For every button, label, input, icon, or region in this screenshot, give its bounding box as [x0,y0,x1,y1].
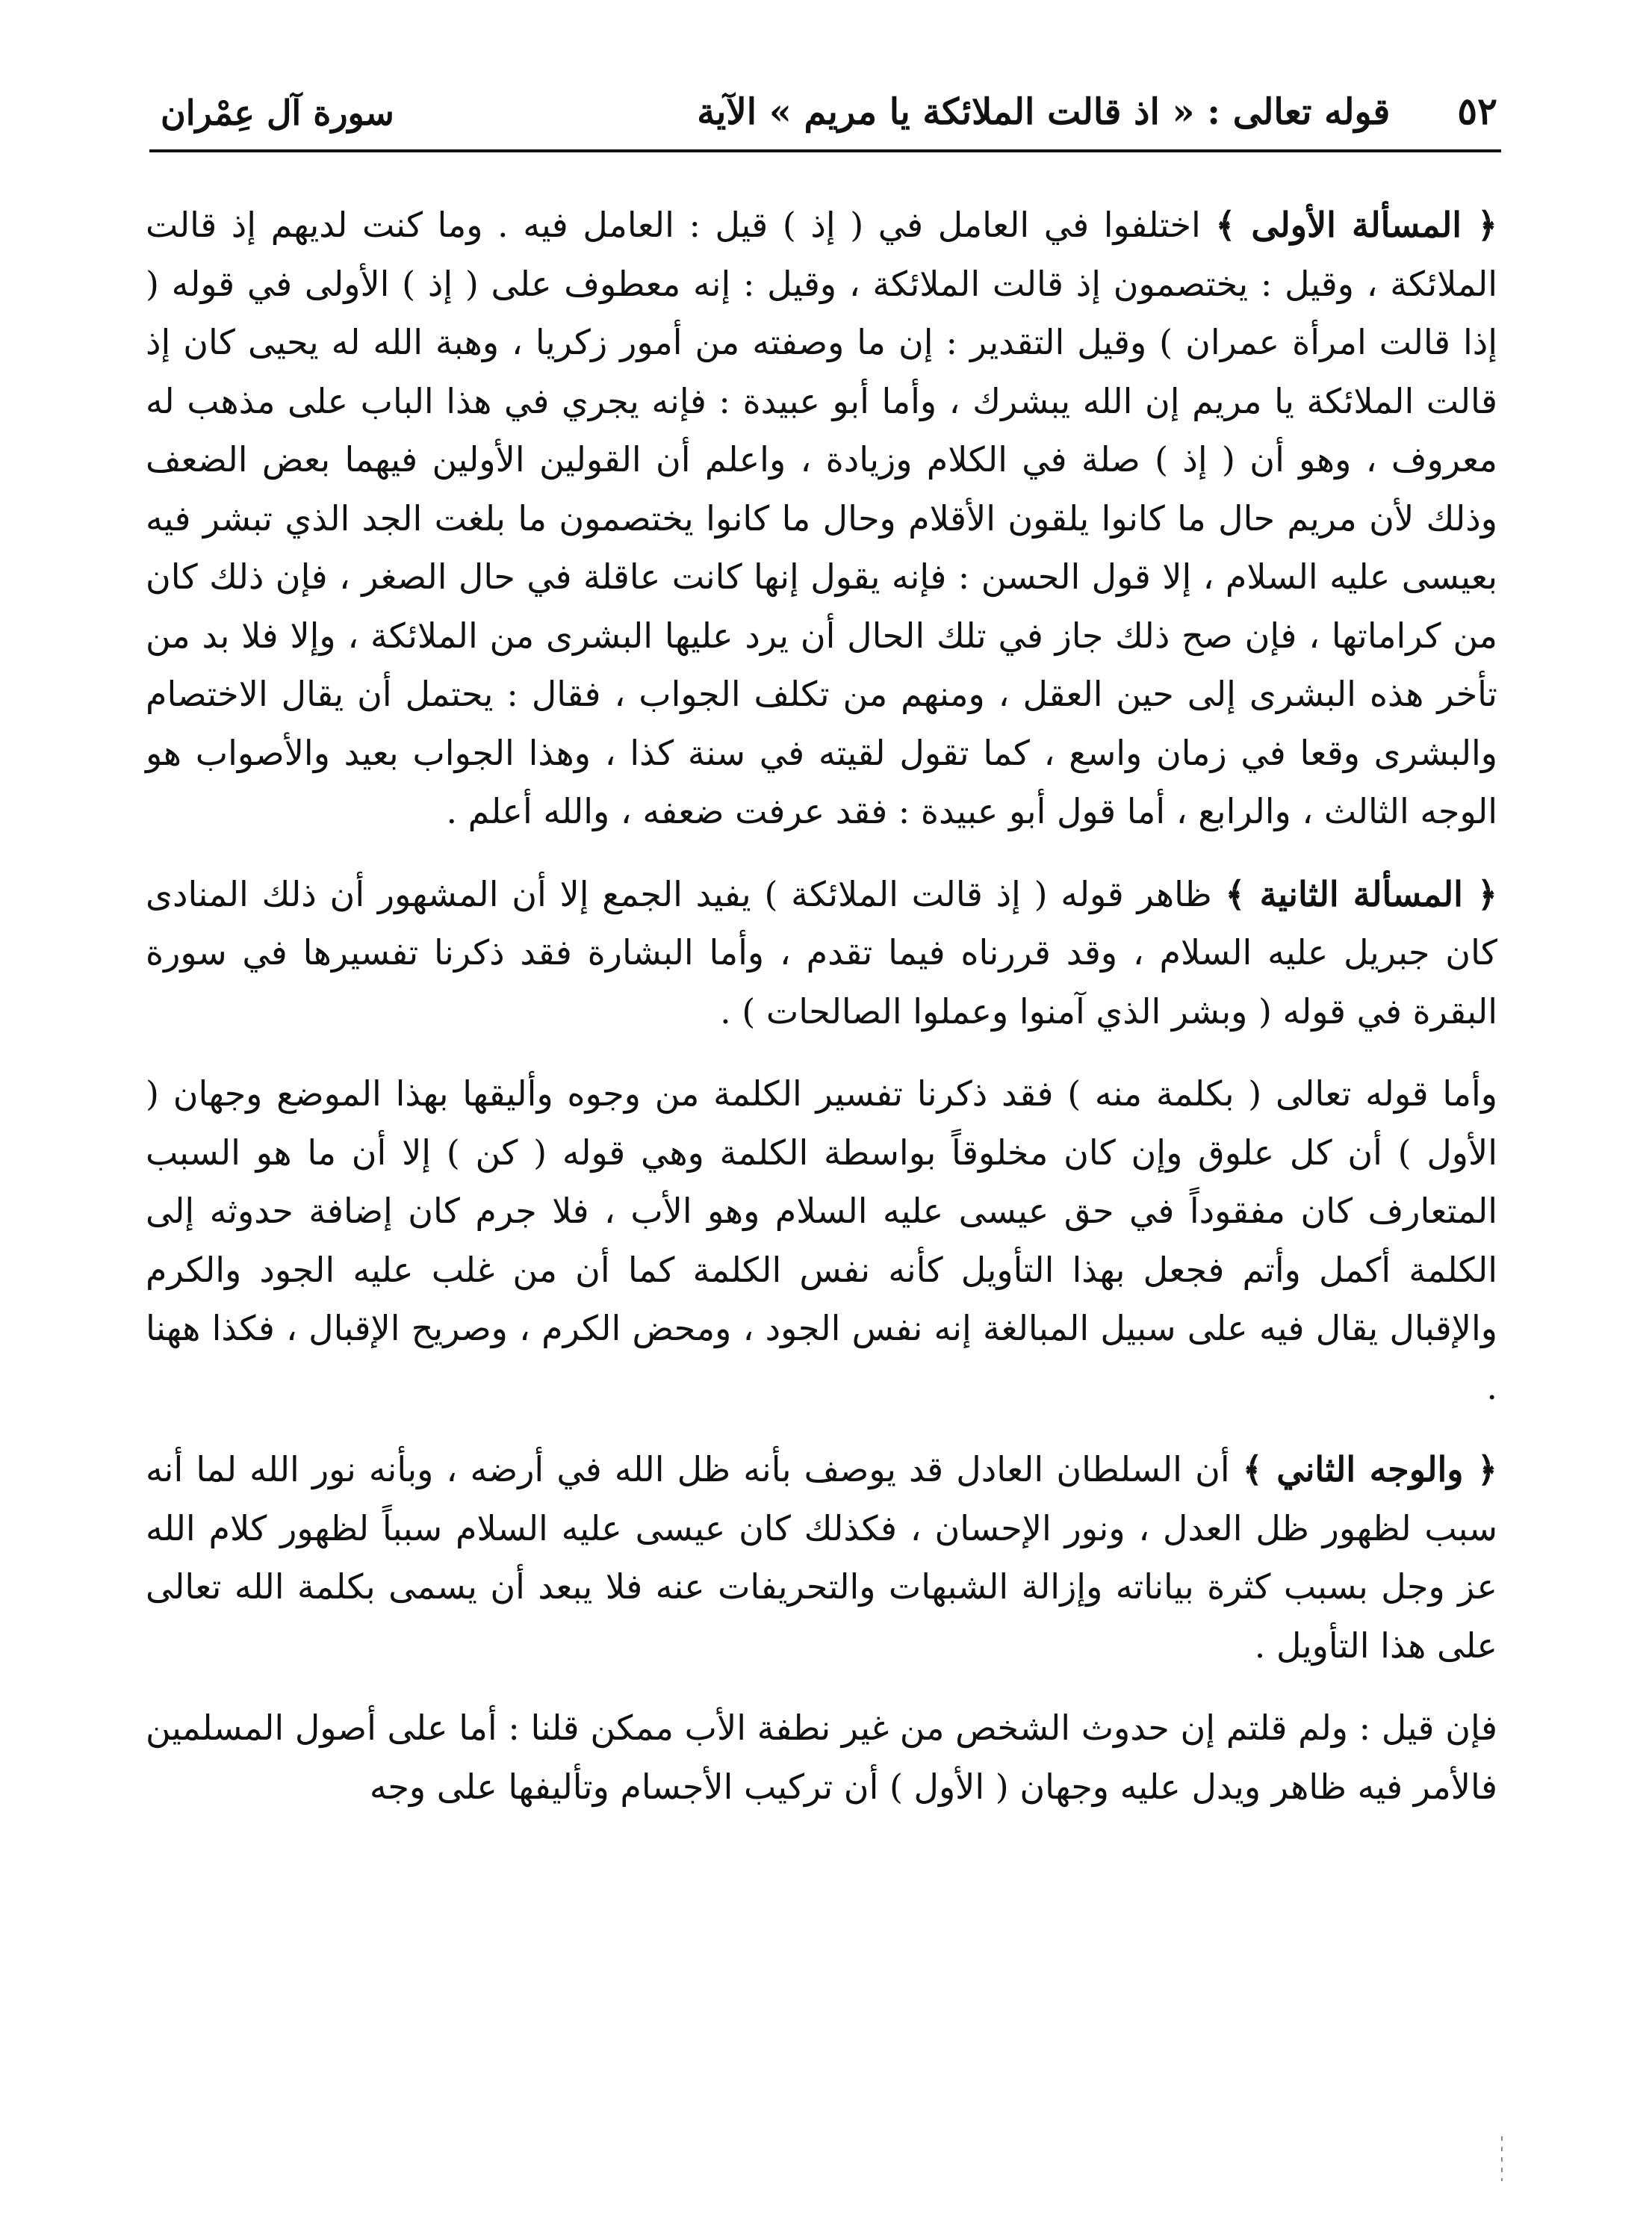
paragraph-2 [146,865,1497,1041]
running-title: قوله تعالى : « اذ قالت الملائكة يا مريم » الآية [697,91,1391,133]
paragraph-3 [146,1064,1497,1416]
paragraph-4 [146,1440,1497,1675]
paragraph-text: اختلفوا في العامل في ( إذ ) قيل : العامل فيه . وما كنت لديهم إذ قالت الملائكة ، وقيل : يختصمون إذ قالت الملائكة ، وقيل : إنه معطوف على ( إذ ) الأولى في قوله ( إذا قالت امرأة عمران ) وقيل التقدير : إن ما وصفته من أمور زكريا ، وهبة الله له يحيى كان إذ قالت الملائكة يا مريم إن الله يبشرك ، وأما أبو عبيدة : فإنه يجري في هذا الباب على مذهب له معروف ، وهو أن ( إذ ) صلة في الكلام وزيادة ، واعلم أن القولين الأولين فيهما بعض الضعف وذلك لأن مريم حال ما كانوا يلقون الأقلام وحال ما كانوا يختصمون ما بلغت الجد الذي تبشر فيه بعيسى عليه السلام ، إلا قول الحسن : فإنه يقول إنها كانت عاقلة في حال الصغر ، فإن ذلك كان من كراماتها ، فإن صح ذلك جاز في تلك الحال أن يرد عليها البشرى من الملائكة ، وإلا فلا بد من تأخر هذه البشرى إلى حين العقل ، ومنهم من تكلف الجواب ، فقال : يحتمل أن يقال الاختصام والبشرى وقعا في زمان واسع ، كما تقول لقيته في سنة كذا ، وهذا الجواب بعيد والأصواب هو الوجه الثالث ، والرابع ، أما قول أبو عبيدة : فقد عرفت ضعفه ، والله أعلم . [146,205,1497,831]
page-header [161,66,1497,133]
paragraph-heading: ﴿ المسألة الثانية ﴾ [1225,873,1498,914]
body-text [146,196,1497,1840]
paragraph-1 [146,196,1497,841]
paragraph-text: ظاهر قوله ( إذ قالت الملائكة ) يفيد الجمع إلا أن المشهور أن ذلك المنادى كان جبريل عليه السلام ، وقد قررناه فيما تقدم ، وأما البشارة فقد ذكرنا تفسيرها في سورة البقرة في قوله ( وبشر الذي آمنوا وعملوا الصالحات ) . [146,873,1497,1032]
paragraph-5 [146,1699,1497,1816]
header-divider [149,149,1501,152]
page-number: ٥٢ [1457,89,1497,133]
header-right-group [697,89,1497,133]
paragraph-text: أن السلطان العادل قد يوصف بأنه ظل الله في أرضه ، وبأنه نور الله لما أنه سبب لظهور ظل العدل ، ونور الإحسان ، فكذلك كان عيسى عليه السلام سبباً لظهور كلام الله عز وجل بسبب كثرة بياناته وإزالة الشبهات والتحريفات عنه فلا يبعد أن يسمى بكلمة الله تعالى على هذا التأويل . [146,1449,1497,1666]
paragraph-text: وأما قوله تعالى ( بكلمة منه ) فقد ذكرنا تفسير الكلمة من وجوه وأليقها بهذا الموضع وجهان ( الأول ) أن كل علوق وإن كان مخلوقاً بواسطة الكلمة وهي قوله ( كن ) إلا أن ما هو السبب المتعارف كان مفقوداً في حق عيسى عليه السلام وهو الأب ، فلا جرم كان إضافة حدوثه إلى الكلمة أكمل وأتم فجعل بهذا التأويل كأنه نفس الكلمة كما أن من غلب عليه الجود والكرم والإقبال يقال فيه على سبيل المبالغة إنه نفس الجود ، ومحض الكرم ، وصريح الإقبال ، فكذا ههنا . [146,1073,1497,1407]
surah-name: سورة آل عِمْران [161,93,394,133]
scan-edge-mark [1501,2136,1503,2181]
paragraph-heading: ﴿ المسألة الأولى ﴾ [1215,205,1498,245]
paragraph-heading: ﴿ والوجه الثاني ﴾ [1242,1449,1497,1489]
paragraph-text: فإن قيل : ولم قلتم إن حدوث الشخص من غير نطفة الأب ممكن قلنا : أما على أصول المسلمين فالأمر فيه ظاهر ويدل عليه وجهان ( الأول ) أن تركيب الأجسام وتأليفها على وجه [146,1708,1497,1807]
